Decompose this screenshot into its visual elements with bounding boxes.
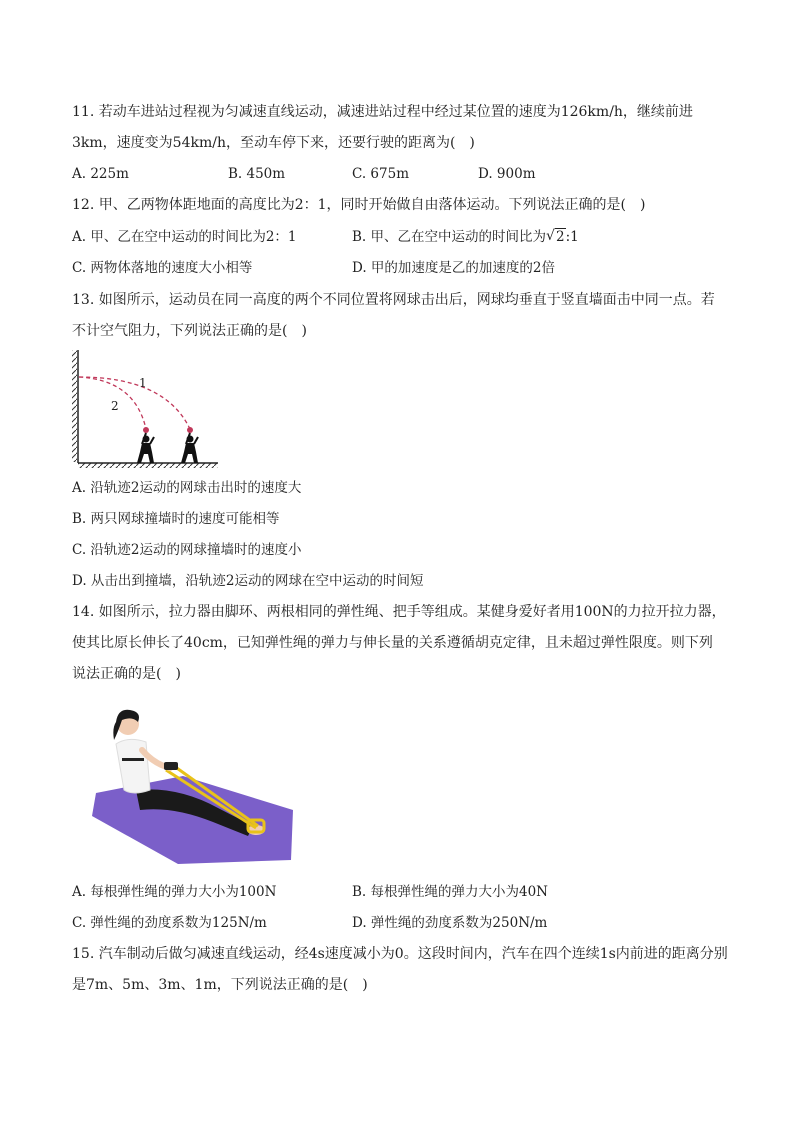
q11-stem-line1: 11. 若动车进站过程视为匀减速直线运动，减速进站过程中经过某位置的速度为126km/h，继续前进 [72,104,693,120]
q12-option-b-suffix: :1 [565,229,579,245]
q13-option-b[interactable]: B. 两只网球撞墙时的速度可能相等 [72,511,280,527]
q11-option-a[interactable]: A. 225m [72,166,129,182]
q11-stem-line2: 3km，速度变为54km/h，至动车停下来，还要行驶的距离为( ) [72,135,475,151]
sqrt-symbol [546,227,566,247]
player-icon [137,433,154,463]
q14-option-c[interactable]: C. 弹性绳的劲度系数为125N/m [72,915,267,931]
q12-option-b-radicand: 2 [556,229,565,245]
q12-option-a[interactable]: A. 甲、乙在空中运动的时间比为2：1 [72,229,297,245]
q11-option-c[interactable]: C. 675m [352,166,409,182]
q14-option-b[interactable]: B. 每根弹性绳的弹力大小为40N [352,884,548,900]
q13-option-d[interactable]: D. 从击出到撞墙，沿轨迹2运动的网球在空中运动的时间短 [72,573,424,589]
wall-hatching [72,350,77,462]
tennis-ball-icon [187,427,193,433]
q12-option-d[interactable]: D. 甲的加速度是乙的加速度的2倍 [352,260,556,276]
trajectory-label-1: 1 [139,376,147,390]
torso-icon [116,739,150,793]
handle-icon [164,762,178,770]
q13-wall-figure [70,346,222,470]
q12-option-c[interactable]: C. 两物体落地的速度大小相等 [72,260,253,276]
q15-stem-line2: 是7m、5m、3m、1m，下列说法正确的是( ) [72,977,368,993]
q11-option-b[interactable]: B. 450m [228,166,286,182]
q13-stem-line1: 13. 如图所示，运动员在同一高度的两个不同位置将网球击出后，网球均垂直于竖直墙面击中同一点。若 [72,292,715,308]
q13-option-a[interactable]: A. 沿轨迹2运动的网球击出时的速度大 [72,480,302,496]
q14-option-d[interactable]: D. 弹性绳的劲度系数为250N/m [352,915,548,931]
q14-exercise-photo [88,698,298,864]
q14-stem-line2: 使其比原长伸长了40cm，已知弹性绳的弹力与伸长量的关系遵循胡克定律，且未超过弹性限度。则下列 [72,635,713,651]
q12-option-b-prefix: B. 甲、乙在空中运动的时间比为 [352,229,547,245]
player-icon [181,433,198,463]
q12-option-b[interactable] [352,227,579,247]
tennis-ball-icon [143,427,149,433]
q14-stem-line3: 说法正确的是( ) [72,666,181,682]
q11-option-d[interactable]: D. 900m [478,166,536,182]
q15-stem-line1: 15. 汽车制动后做匀减速直线运动，经4s速度减小为0。这段时间内，汽车在四个连续1s内前进的距离分别 [72,946,728,962]
q12-stem: 12. 甲、乙两物体距地面的高度比为2：1，同时开始做自由落体运动。下列说法正确的是( ) [72,197,646,213]
q13-stem-line2: 不计空气阻力，下列说法正确的是( ) [72,323,307,339]
q14-option-a[interactable]: A. 每根弹性绳的弹力大小为100N [72,884,277,900]
trajectory-label-2: 2 [111,399,119,413]
q13-option-c[interactable]: C. 沿轨迹2运动的网球撞墙时的速度小 [72,542,302,558]
shirt-stripe [122,758,144,761]
q14-stem-line1: 14. 如图所示，拉力器由脚环、两根相同的弹性绳、把手等组成。某健身爱好者用100N的力拉开拉力器， [72,604,726,620]
